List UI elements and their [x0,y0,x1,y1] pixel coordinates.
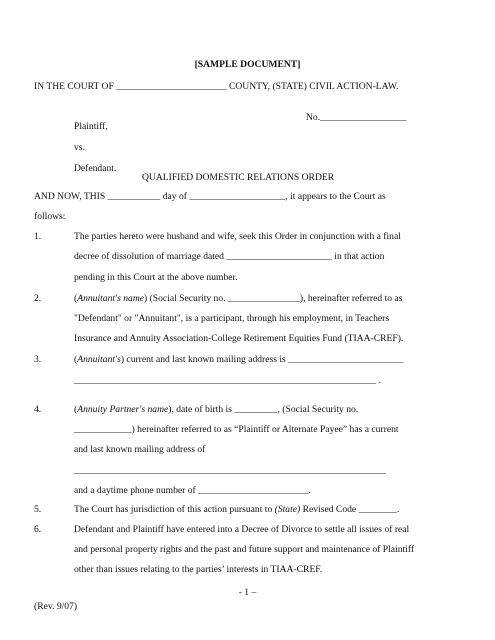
revision-label: (Rev. 9/07) [34,601,78,612]
intro-line-2: follows: [34,211,66,222]
paragraph-2-line-2: "Defendant" or "Annuitant", is a participant, through his employment, in Teachers [74,313,390,324]
paragraph-4-line-3: and last known mailing address of [74,444,206,455]
order-title: QUALIFIED DOMESTIC RELATIONS ORDER [142,172,335,183]
court-caption-line: IN THE COURT OF _______________________ COUNTY, (STATE) CIVIL ACTION-LAW. [34,81,399,92]
paragraph-3-line-2: _______________________________________________________________ . [74,375,381,386]
paragraph-4-line-1: (Annuity Partner's name), date of birth is _________, (Social Security no. [74,404,359,415]
paragraph-6-line-1: Defendant and Plaintiff have entered into a Decree of Divorce to settle all issues of real [74,524,410,535]
paragraph-2-line-1: (Annuitant's name) (Social Security no. _______________), hereinafter referred to as [74,293,403,304]
paragraph-1-line-1: The parties hereto were husband and wife, seek this Order in conjunction with a final [74,231,401,242]
paragraph-6-number: 6. [34,524,42,535]
paragraph-4-line-5: and a daytime phone number of _______________________. [74,485,311,496]
sample-document-heading: [SAMPLE DOCUMENT] [194,59,301,70]
case-number: No.__________________ [306,112,407,123]
paragraph-3-line-1: (Annuitant's) current and last known mailing address is ________________________ [74,354,404,365]
paragraph-6-line-2: and personal property rights and the past and future support and maintenance of Plaintiff [74,544,415,555]
paragraph-6-line-3: other than issues relating to the parties’ interests in TIAA-CREF. [74,564,323,575]
paragraph-2-line-3: Insurance and Annuity Association-College Retirement Equities Fund (TIAA-CREF). [74,333,404,344]
paragraph-3-number: 3. [34,354,42,365]
paragraph-1-line-3: pending in this Court at the above number. [74,272,238,283]
intro-line-1: AND NOW, THIS ___________ day of ____________________, it appears to the Court as [34,191,386,202]
paragraph-4-number: 4. [34,404,42,415]
paragraph-1-number: 1. [34,231,42,242]
defendant-label: Defendant. [74,163,117,174]
plaintiff-label: Plaintiff, [74,121,108,132]
versus-label: vs. [74,142,85,153]
paragraph-2-number: 2. [34,293,42,304]
paragraph-5-number: 5. [34,504,42,515]
paragraph-1-line-2: decree of dissolution of marriage dated ______________________ in that action [74,251,385,262]
page-number: - 1 – [238,587,257,598]
paragraph-4-line-4: _________________________________________________________________ [74,465,386,476]
paragraph-5-line-1: The Court has jurisdiction of this action pursuant to (State) Revised Code ________. [74,504,400,515]
paragraph-4-line-2: ____________) hereinafter referred to as “Plaintiff or Alternate Payee” has a current [74,424,399,435]
